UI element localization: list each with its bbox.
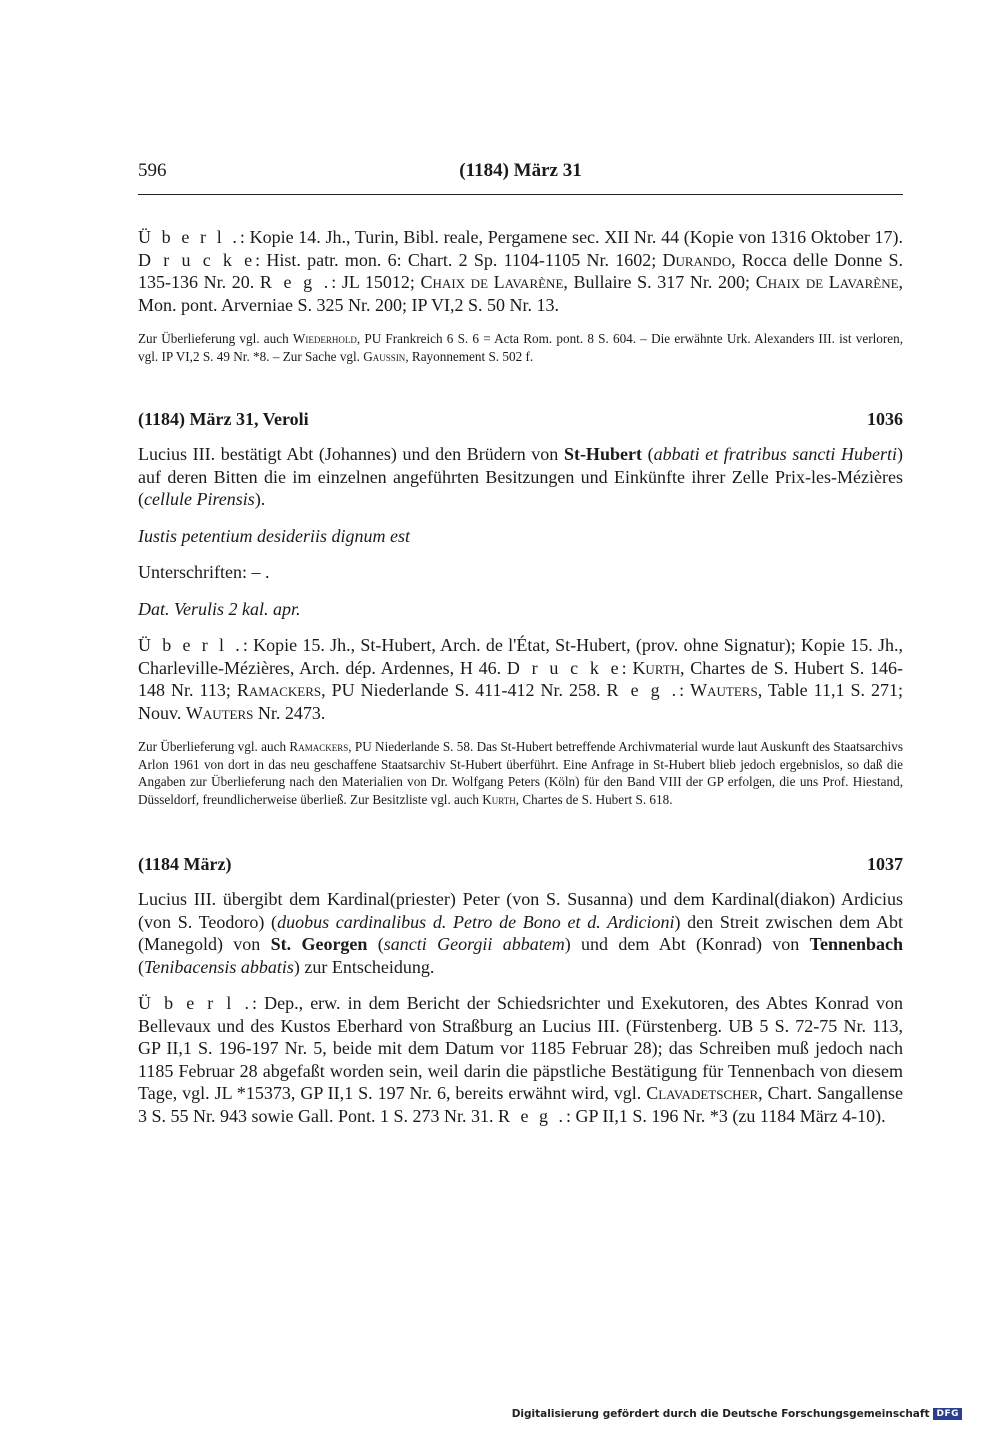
entry-date: (1184 März) (138, 854, 232, 874)
running-head: (1184) März 31 (459, 160, 582, 181)
entry-summary: Lucius III. übergibt dem Kardinal(priester) Peter (von S. Susanna) und dem Kardinal(diakon) Ardicius (von S. Teodoro) (duobus cardinalibus d. Petro de Bono et d. Ardicioni) den Streit zwischen dem Abt (Manegold) von St. Georgen (sancti Georgii abbatem) und dem Abt (Konrad) von Tennenbach (Tenibacensis abbatis) zur Entscheidung. (138, 889, 904, 977)
dfg-logo: DFG (933, 1408, 962, 1420)
entry-date: (1184) März 31, Veroli (138, 409, 309, 429)
transmission-paragraph: Ü b e r l .: Kopie 15. Jh., St-Hubert, Arch. de l'État, St-Hubert, (prov. ohne Signatur); Kopie 15. Jh., Charleville-Mézières, Arch. dép. Ardennes, H 46. D r u c k e: Kurth, Chartes de S. Hubert S. 146-148 Nr. 113; Ramackers, PU Niederlande S. 411-412 Nr. 258. R e g .: Wauters, Table 11,1 S. 271; Nouv. Wauters Nr. 2473. (138, 635, 904, 723)
transmission-paragraph: Ü b e r l .: Kopie 14. Jh., Turin, Bibl. reale, Pergamene sec. XII Nr. 44 (Kopie von 1316 Oktober 17). D r u c k e: Hist. patr. mon. 6: Chart. 2 Sp. 1104-1105 Nr. 1602; Durando, Rocca delle Donne S. 135-136 Nr. 20. R e g .: JL 15012; Chaix de Lavarène, Bullaire S. 317 Nr. 200; Chaix de Lavarène, Mon. pont. Arverniae S. 325 Nr. 200; IP VI,2 S. 50 Nr. 13. (138, 227, 904, 315)
entry-heading (138, 852, 903, 876)
entry-heading (138, 407, 903, 431)
dating-clause: Dat. Verulis 2 kal. apr. (138, 598, 301, 619)
page-header (138, 160, 903, 195)
page-number: 596 (138, 160, 167, 181)
funding-text: Digitalisierung gefördert durch die Deutsche Forschungsgemeinschaft (511, 1408, 930, 1420)
commentary-note: Zur Überlieferung vgl. auch Wiederhold, PU Frankreich 6 S. 6 = Acta Rom. pont. 8 S. 604. – Die erwähnte Urk. Alexanders III. ist verloren, vgl. IP VI,2 S. 49 Nr. *8. – Zur Sache vgl. Gaussin, Rayonnement S. 502 f. (138, 331, 904, 364)
incipit: Iustis petentium desideriis dignum est (138, 525, 410, 546)
page-content (138, 226, 903, 1141)
transmission-paragraph: Ü b e r l .: Dep., erw. in dem Bericht der Schiedsrichter und Exekutoren, des Abtes Konrad von Bellevaux und des Kustos Eberhard von Straßburg an Lucius III. (Fürstenberg. UB 5 S. 72-75 Nr. 113, GP II,1 S. 196-197 Nr. 5, beide mit dem Datum vor 1185 Februar 28); das Schreiben muß jedoch nach 1185 Februar 28 abgefaßt worden sein, weil darin die päpstliche Bestätigung für Tennenbach von diesem Tage, vgl. JL *15373, GP II,1 S. 197 Nr. 6, bereits erwähnt wird, vgl. Clavadetscher, Chart. Sangallense 3 S. 55 Nr. 943 sowie Gall. Pont. 1 S. 273 Nr. 31. R e g .: GP II,1 S. 196 Nr. *3 (zu 1184 März 4-10). (138, 993, 903, 1126)
commentary-note: Zur Überlieferung vgl. auch Ramackers, PU Niederlande S. 58. Das St-Hubert betreffende Archivmaterial wurde laut Auskunft des Staatsarchivs Arlon 1961 von dort in das neu geschaffene Staatsarchiv St-Hubert überführt. Eine Anfrage in St-Hubert blieb jedoch ergebnislos, so daß die Angaben zur Überlieferung nach den Materialien von Dr. Wolfgang Peters (Köln) für den Band VIII der GP erfolgen, die uns Prof. Hiestand, Düsseldorf, freundlicherweise überließ. Zur Besitzliste vgl. auch Kurth, Chartes de S. Hubert S. 618. (138, 739, 903, 807)
entry-number: 1037 (867, 854, 903, 874)
funding-footer (512, 1408, 962, 1420)
signatures-line: Unterschriften: – . (138, 562, 270, 582)
entry-number: 1036 (867, 409, 903, 429)
entry-summary: Lucius III. bestätigt Abt (Johannes) und den Brüdern von St-Hubert (abbati et fratribus sancti Huberti) auf deren Bitten die im einzelnen angeführten Besitzungen und Einkünfte ihrer Zelle Prix-les-Mézières (cellule Pirensis). (138, 444, 904, 509)
